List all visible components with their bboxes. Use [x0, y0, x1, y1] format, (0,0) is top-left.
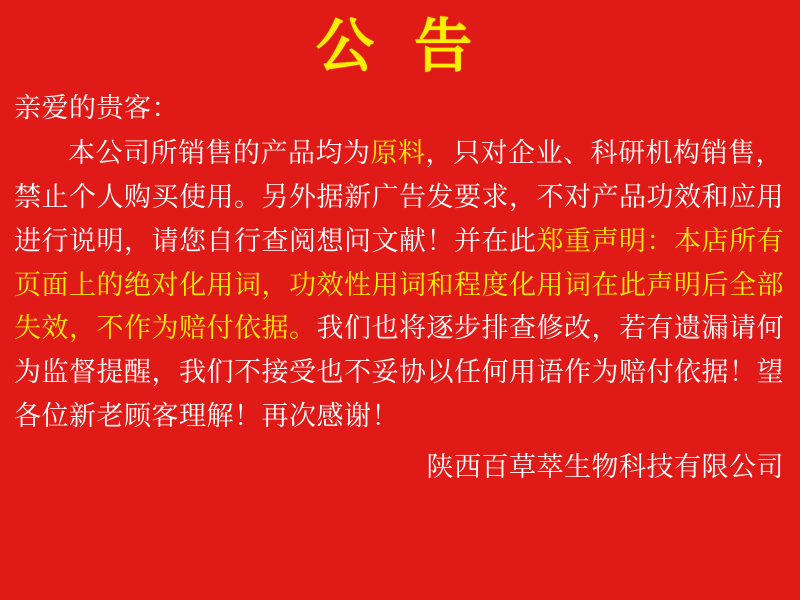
- paragraph-segment-3: 我们也将逐步排查修改，若有遗漏请何为监督提醒，我们不接受也不妥协以任何用语作为赔付依据！望各位新老顾客理解！再次感谢！: [14, 313, 784, 431]
- page-title: 公 告: [315, 14, 485, 79]
- notice-paragraph: [14, 132, 786, 438]
- highlight-solemn-statement: 郑重声明：本店所有页面上的绝对化用词，功效性用词和程度化用词在此声明后全部失效，不作为赔付依据。: [14, 225, 784, 344]
- company-signature: 陕西百草萃生物科技有限公司: [426, 451, 784, 482]
- greeting-line: 亲爱的贵客：: [14, 92, 179, 123]
- paragraph-segment-2: ，只对企业、科研机构销售，禁止个人购买使用。另外据新广告发要求，不对产品功效和应用进行说明，请您自行查阅想问文献！并在此: [14, 138, 784, 256]
- notice-body: [0, 81, 800, 439]
- paragraph-segment-1: 本公司所销售的产品均为: [68, 138, 371, 169]
- highlight-raw-material: 原料: [370, 138, 426, 169]
